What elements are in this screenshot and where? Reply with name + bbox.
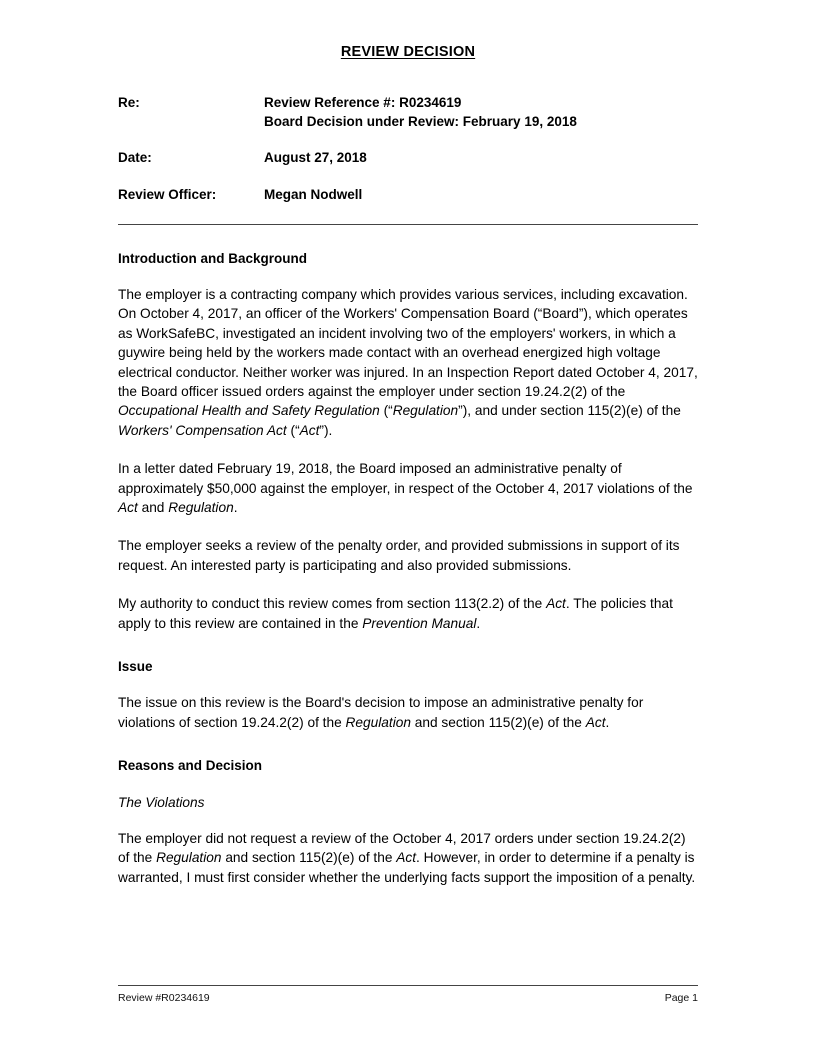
text-run: The employer did not request a review of the October 4, 2017 orders under section 19.24.2(2) of the [118,830,686,866]
footer-row [118,992,698,1004]
page-title [118,44,698,60]
text-run: The issue on this review is the Board's decision to impose an administrative penalty for violations of section 19.24.2(2) of the [118,695,644,730]
meta-value-review-officer: Megan Nodwell [264,186,363,202]
citation-regulation-full: Occupational Health and Safety Regulation [118,403,380,419]
text-run: . [233,500,238,516]
text-run: ”), and under section 115(2)(e) of the [458,403,681,419]
text-run: (“ [286,422,300,438]
footer-divider [118,985,698,986]
page-footer [118,985,698,1004]
board-decision-line: Board Decision under Review: February 19, 2018 [264,113,577,129]
text-run: The employer is a contracting company which provides various services, including excavation. On October 4, 2017, an officer of the Workers' Compensation Board (“Board”), which operates as WorkSafeBC, investigated an incident involving two of the employers' workers, in which a guywire being held by the workers made contact with an overhead energized high voltage electrical conductor. Neither worker was injured. In an Inspection Report dated October 4, 2017, the Board officer issued orders against the employer under section 19.24.2(2) of the [118,287,698,400]
citation-act: Act [396,850,417,866]
paragraph-background [118,285,698,440]
citation-act: Act [118,500,138,516]
page-title-text: REVIEW DECISION [340,44,476,60]
header-divider [118,224,698,225]
paragraph-violations [118,829,698,887]
text-run: and section 115(2)(e) of the [221,850,397,866]
citation-regulation-short: Regulation [392,403,459,419]
citation-act-short: Act [299,422,320,438]
table-row [118,186,698,205]
meta-value-date: August 27, 2018 [264,150,367,165]
text-run: . However, in order to determine if a penalty is warranted, I must first consider whether the underlying facts support the imposition of a penalty. [118,850,696,885]
text-run: My authority to conduct this review comes from section 113(2.2) of the [118,596,547,612]
heading-reasons-and-decision: Reasons and Decision [118,757,263,773]
text-run: . [605,714,610,730]
meta-label-re: Re: [118,95,140,110]
citation-regulation: Regulation [156,850,222,866]
citation-regulation: Regulation [345,714,411,730]
citation-prevention-manual: Prevention Manual [362,615,477,631]
meta-label-date: Date: [118,150,152,165]
text-run: . [476,615,481,631]
review-reference-line: Review Reference #: R0234619 [264,95,462,110]
text-run: . The policies that apply to this review are contained in the [118,596,673,631]
table-row [118,149,698,186]
citation-act: Act [585,714,606,730]
citation-act: Act [546,596,566,612]
meta-label-review-officer: Review Officer: [118,186,217,202]
document-content [118,44,698,887]
citation-act-full: Workers' Compensation Act [118,422,287,438]
meta-value-re [264,94,698,149]
paragraph-authority [118,594,698,633]
text-run: ”). [319,422,333,438]
subheading-the-violations: The Violations [118,794,205,810]
heading-issue: Issue [118,659,153,675]
footer-page-number: Page 1 [664,992,698,1004]
text-run: and [137,500,169,516]
footer-review-number: Review #R0234619 [118,992,210,1004]
paragraph-penalty-letter [118,459,698,517]
text-run: (“ [379,403,393,419]
paragraph-issue [118,693,698,732]
text-run: and section 115(2)(e) of the [410,714,586,730]
citation-regulation: Regulation [168,500,234,516]
table-row [118,94,698,149]
text-run: In a letter dated February 19, 2018, the Board imposed an administrative penalty of approximately $50,000 against the employer, in respect of the October 4, 2017 violations of the [118,461,693,496]
paragraph-review-request: The employer seeks a review of the penalty order, and provided submissions in support of its request. An interested party is participating and also provided submissions. [118,538,680,573]
metadata-table [118,94,698,204]
heading-introduction-and-background: Introduction and Background [118,251,307,266]
